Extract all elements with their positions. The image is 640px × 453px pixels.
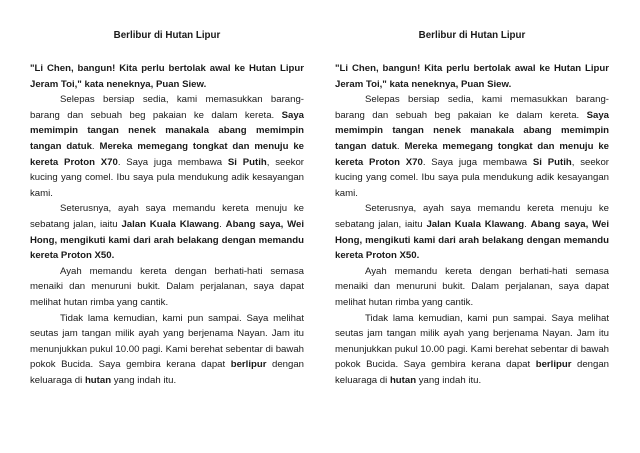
text: . Saya juga membawa [117,156,228,168]
bold-text: hutan [84,374,112,386]
text: Seterusnya, ayah saya memandu kereta menuju ke sebatang jalan, iaitu [30,203,304,230]
bold-text: Jalan Kuala Klawang [121,218,220,230]
paragraph [335,92,609,201]
text: . [524,218,531,230]
bold-text: "Li Chen, bangun! Kita perlu bertolak awal ke Hutan Lipur Jeram Toi," kata neneknya, Puan Siew. [30,63,304,90]
paragraph [30,92,304,201]
text: yang indah itu. [416,374,482,386]
paragraph [335,311,609,389]
text: dengan keluaraga di [30,359,304,386]
paragraph [30,264,304,311]
story-title: Berlibur di Hutan Lipur [418,30,526,41]
text: . Saya juga membawa [422,156,533,168]
text: dengan keluaraga di [335,359,609,386]
bold-text: Mereka memegang tongkat dan menuju ke kereta Proton X70 [30,140,304,168]
bold-text: Mereka memegang tongkat dan menuju ke kereta Proton X70 [335,140,609,168]
text: yang indah itu. [111,374,177,386]
bold-text: Abang saya, Wei Hong, mengikuti kami dari arah belakang dengan memandu kereta Proton X50. [335,218,609,262]
text: Seterusnya, ayah saya memandu kereta menuju ke sebatang jalan, iaitu [335,203,609,230]
bold-text: Si Putih [227,156,267,168]
text: . [396,140,405,152]
text: Ayah memandu kereta dengan berhati-hati semasa menaiki dan menuruni bukit. Dalam perjalanan, saya dapat melihat hutan rimba yang cantik. [335,265,609,308]
story-title: Berlibur di Hutan Lipur [113,30,221,41]
text: Selepas bersiap sedia, kami memasukkan barang-barang dan sebuah beg pakaian ke dalam kereta. [335,94,609,121]
text: Tidak lama kemudian, kami pun sampai. Saya melihat seutas jam tangan milik ayah yang berjenama Nayan. Jam itu menunjukkan pukul 10.00 pagi. Kami berehat sebentar di bawah pokok Bucida. Saya gembira kerana dapat [335,312,609,371]
paragraph [335,61,609,92]
right-column [335,30,609,388]
bold-text: "Li Chen, bangun! Kita perlu bertolak awal ke Hutan Lipur Jeram Toi," kata neneknya, Puan Siew. [335,63,609,90]
paragraph [335,264,609,311]
bold-text: Jalan Kuala Klawang [426,218,525,230]
paragraph [30,311,304,389]
bold-text: hutan [389,374,417,386]
bold-text: Abang saya, Wei Hong, mengikuti kami dari arah belakang dengan memandu kereta Proton X50. [30,218,304,262]
paragraph [30,201,304,263]
story-body [30,61,304,388]
bold-text: berlipur [230,359,267,371]
text: . [91,140,100,152]
bold-text: Saya memimpin tangan nenek manakala abang memimpin tangan datuk [335,109,609,152]
text: , seekor kucing yang comel. Ibu saya pula mendukung adik kesayangan kami. [335,156,609,199]
left-column [30,30,304,388]
text: , seekor kucing yang comel. Ibu saya pula mendukung adik kesayangan kami. [30,156,304,199]
bold-text: berlipur [535,359,572,371]
story-body [335,61,609,388]
paragraph [335,201,609,263]
text: Ayah memandu kereta dengan berhati-hati semasa menaiki dan menuruni bukit. Dalam perjalanan, saya dapat melihat hutan rimba yang cantik. [30,265,304,308]
paragraph [30,61,304,92]
text: Selepas bersiap sedia, kami memasukkan barang-barang dan sebuah beg pakaian ke dalam kereta. [30,94,304,121]
bold-text: Si Putih [532,156,572,168]
text: . [219,218,226,230]
bold-text: Saya memimpin tangan nenek manakala abang memimpin tangan datuk [30,109,304,152]
text: Tidak lama kemudian, kami pun sampai. Saya melihat seutas jam tangan milik ayah yang berjenama Nayan. Jam itu menunjukkan pukul 10.00 pagi. Kami berehat sebentar di bawah pokok Bucida. Saya gembira kerana dapat [30,312,304,371]
